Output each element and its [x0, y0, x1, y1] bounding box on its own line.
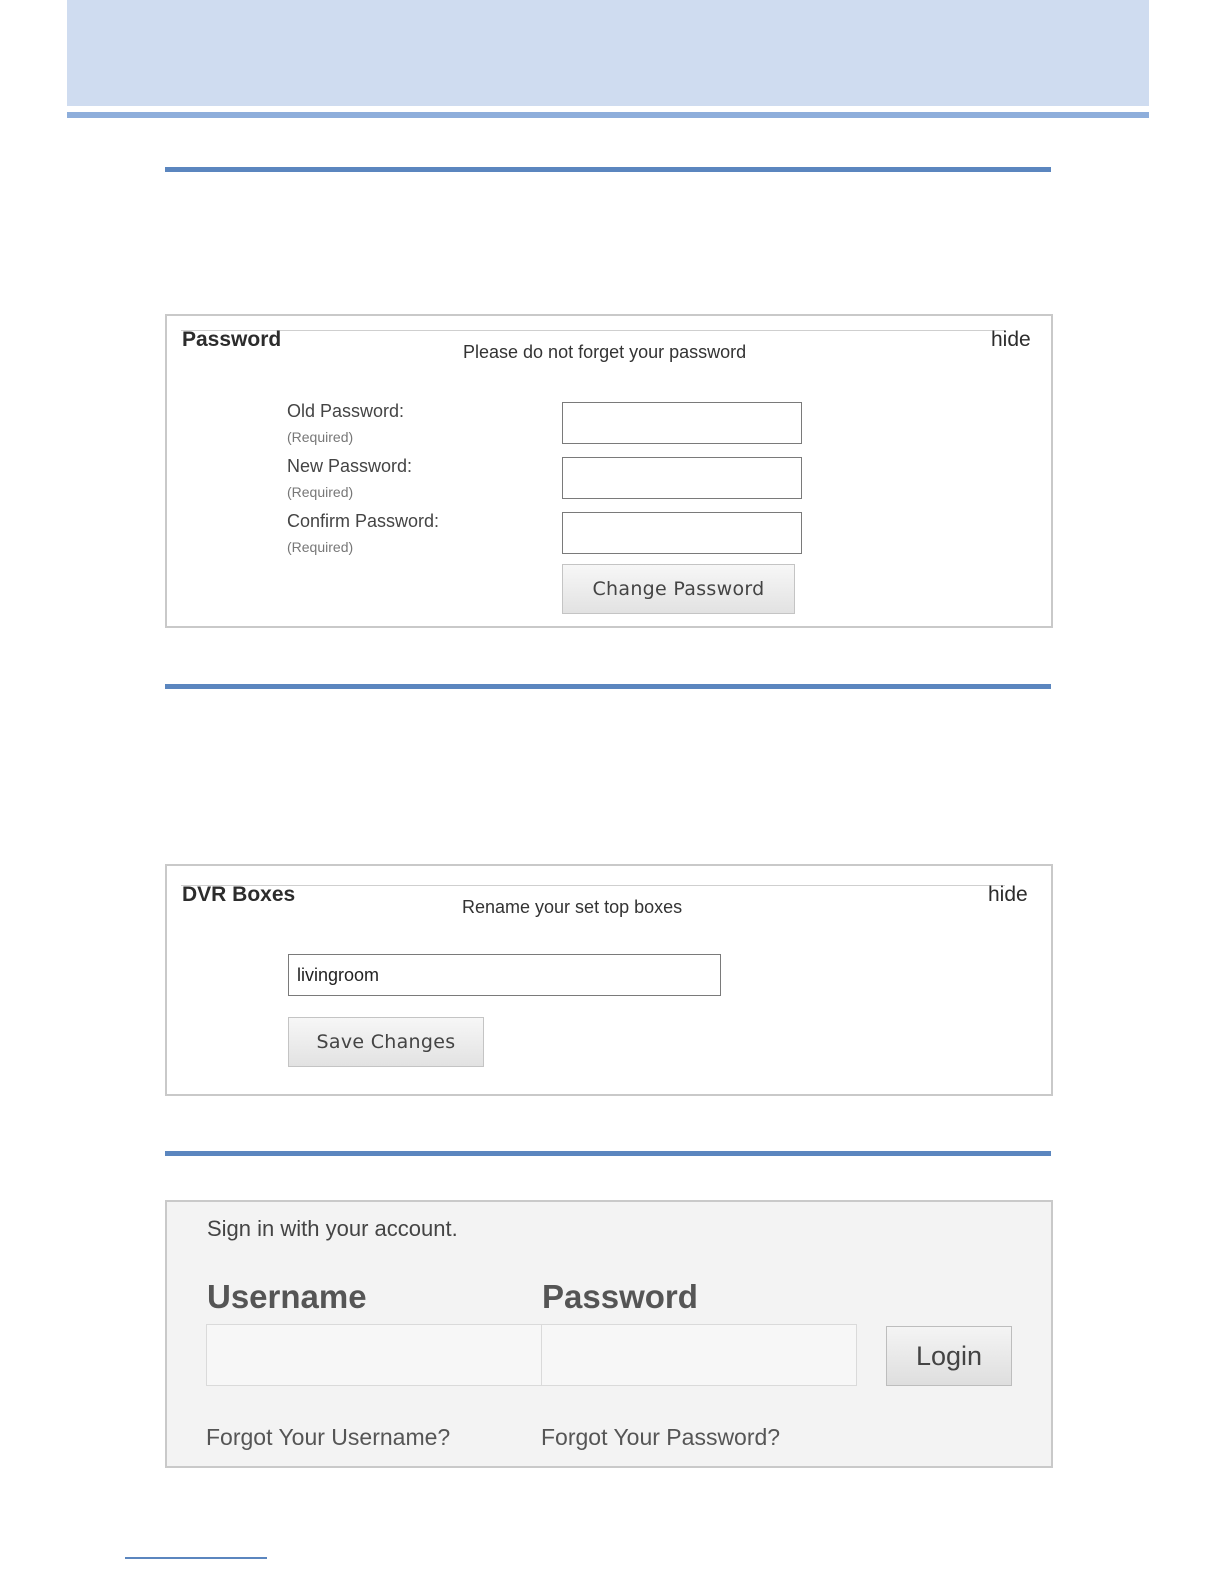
dvr-box-name-input[interactable] [288, 954, 721, 996]
panel-title: DVR Boxes [182, 883, 296, 906]
header-rule [67, 112, 1149, 118]
confirm-password-input[interactable] [562, 512, 802, 554]
password-panel [165, 314, 1053, 628]
confirm-password-required-note: (Required) [287, 539, 354, 555]
login-button[interactable]: Login [886, 1326, 1012, 1386]
panel-divider [181, 330, 1005, 331]
forgot-username-link[interactable]: Forgot Your Username? [206, 1424, 451, 1450]
new-password-label: New Password: [287, 456, 413, 476]
change-password-button[interactable]: Change Password [562, 564, 795, 614]
forgot-password-link[interactable]: Forgot Your Password? [541, 1424, 781, 1450]
section-rule-password [165, 167, 1051, 172]
section-rule-signin [165, 1151, 1051, 1156]
hide-link[interactable]: hide [988, 883, 1028, 906]
dvr-boxes-panel [165, 864, 1053, 1096]
save-changes-button[interactable]: Save Changes [288, 1017, 484, 1067]
panel-subtitle: Rename your set top boxes [462, 897, 683, 917]
confirm-password-label: Confirm Password: [287, 511, 440, 531]
header-band [67, 0, 1149, 106]
old-password-label: Old Password: [287, 401, 405, 421]
new-password-required-note: (Required) [287, 484, 354, 500]
sign-in-heading: Sign in with your account. [207, 1216, 458, 1241]
footer-rule [125, 1557, 267, 1559]
panel-title: Password [182, 328, 282, 351]
username-label: Username [207, 1278, 367, 1315]
password-label: Password [542, 1278, 698, 1315]
password-input[interactable] [541, 1324, 857, 1386]
section-rule-dvr [165, 684, 1051, 689]
panel-subtitle: Please do not forget your password [463, 342, 747, 362]
username-input[interactable] [206, 1324, 542, 1386]
hide-link[interactable]: hide [991, 328, 1031, 351]
old-password-required-note: (Required) [287, 429, 354, 445]
old-password-input[interactable] [562, 402, 802, 444]
new-password-input[interactable] [562, 457, 802, 499]
panel-divider [181, 885, 1005, 886]
sign-in-panel [165, 1200, 1053, 1468]
